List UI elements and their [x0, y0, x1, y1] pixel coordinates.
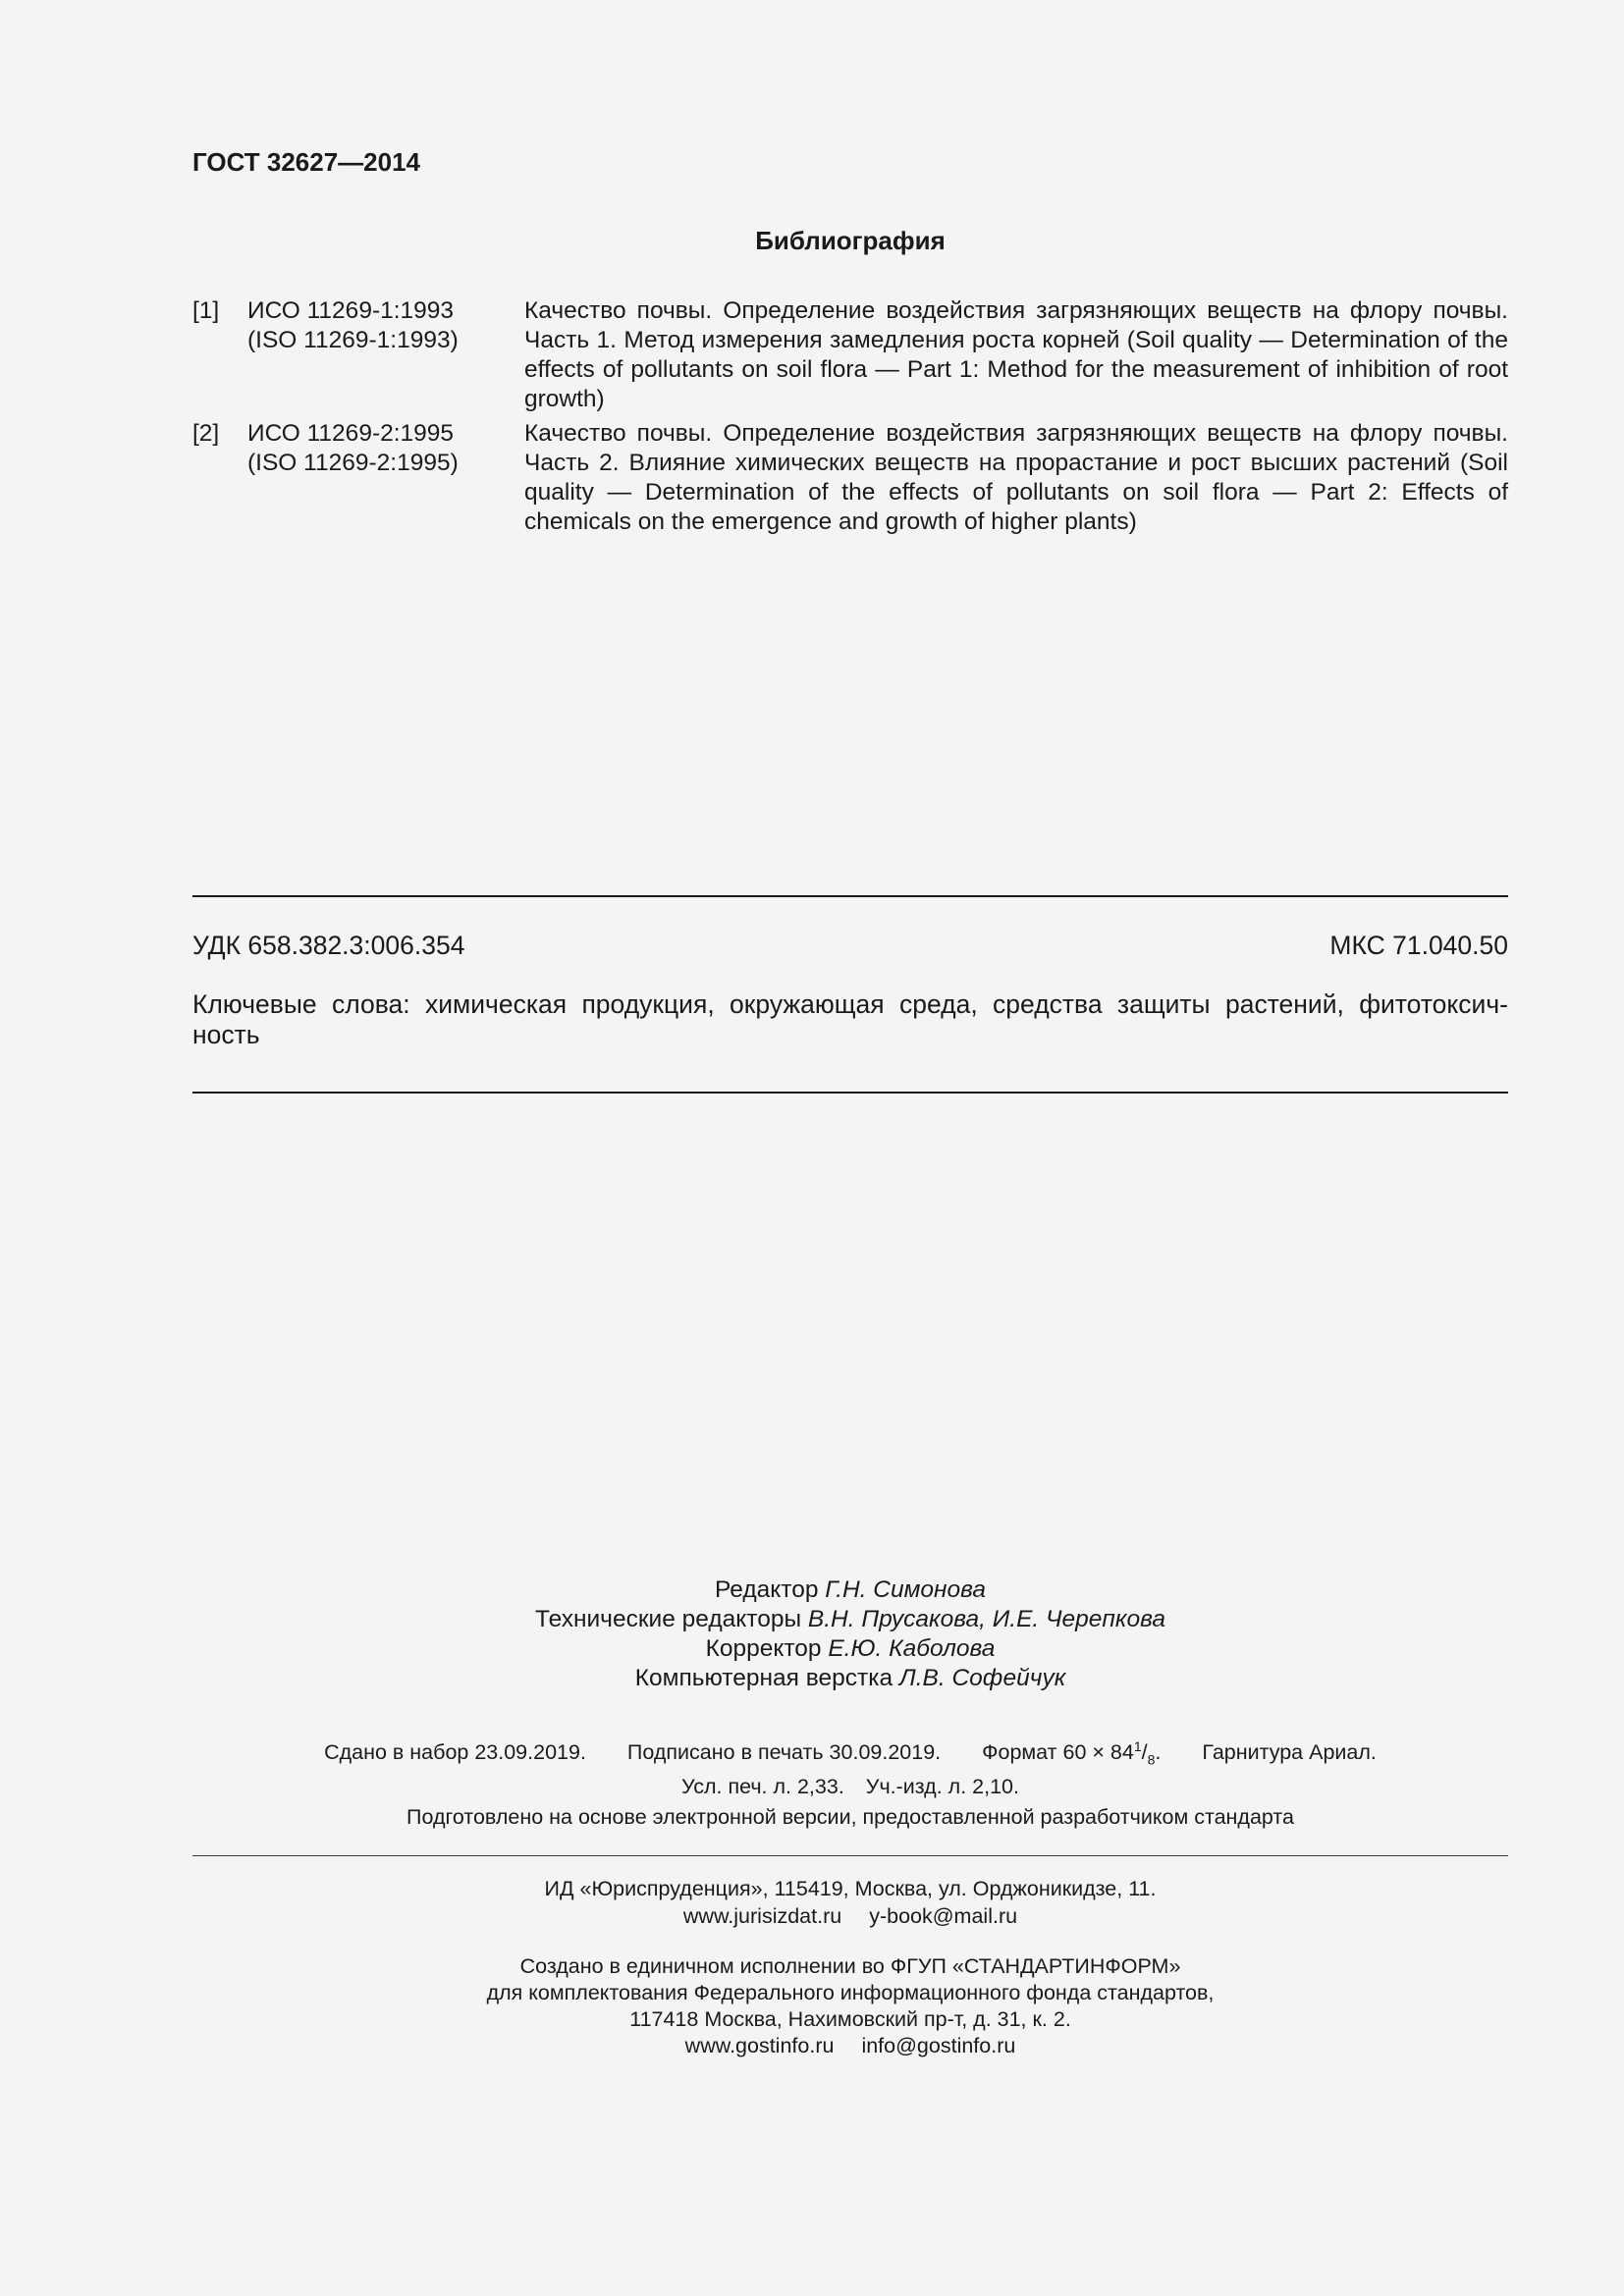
- created-line: Создано в единичном исполнении во ФГУП «СТАНДАРТИНФОРМ»: [519, 1954, 1181, 1978]
- entry-code: [247, 419, 522, 478]
- publisher-contacts: [192, 1902, 1508, 1930]
- credit-name: Г.Н. Симонова: [825, 1576, 986, 1603]
- credit-role: Корректор: [705, 1635, 822, 1662]
- entry-code-ru: ИСО 11269-1:1993: [247, 297, 455, 324]
- created-contacts: [192, 2033, 1508, 2059]
- entry-code-en: (ISO 11269-1:1993): [247, 327, 459, 353]
- credit-role: Редактор: [715, 1576, 819, 1603]
- format-prefix: Формат 60 × 84: [982, 1740, 1134, 1765]
- typeface: Гарнитура Ариал.: [1202, 1740, 1377, 1765]
- paper-format: [982, 1738, 1162, 1768]
- print-sheets: Усл. печ. л. 2,33.: [680, 1775, 844, 1799]
- keywords-line: Ключевые слова: химическая продукция, окружающая среда, средства защиты растений, фитотоксич-: [192, 989, 1508, 1019]
- credit-role: Технические редакторы: [535, 1606, 802, 1632]
- entry-text: Качество почвы. Определение воздействия загрязняющих веществ на флору почвы. Часть 2. Влияние химических веществ на прорастание и рост высших растений (Soil quality — Determination of the effects of pollutants on soil flora — Part 2: Effects of chemicals on the emergence and growth of higher plants): [524, 420, 1508, 535]
- credits-block: [192, 1575, 1508, 1693]
- publisher-email-link[interactable]: y-book@mail.ru: [869, 1904, 1018, 1928]
- keywords: [192, 989, 1508, 1050]
- credit-name: Е.Ю. Каболова: [828, 1635, 996, 1662]
- signed-date: Подписано в печать 30.09.2019.: [626, 1740, 942, 1765]
- entry-number: [1]: [192, 297, 220, 324]
- divider-bottom: [192, 1092, 1508, 1094]
- print-info-line: [192, 1733, 1508, 1773]
- document-code: ГОСТ 32627—2014: [192, 147, 420, 177]
- format-sup: 1: [1133, 1738, 1142, 1754]
- created-line: 117418 Москва, Нахимовский пр-т, д. 31, к. 2.: [629, 2007, 1071, 2031]
- divider-top: [192, 895, 1508, 897]
- entry-code: [247, 296, 522, 355]
- credit-name: В.Н. Прусакова, И.Е. Черепкова: [807, 1606, 1165, 1632]
- created-block: [192, 1953, 1508, 2059]
- udk-code: УДК 658.382.3:006.354: [192, 931, 465, 960]
- entry-code-ru: ИСО 11269-2:1995: [247, 420, 455, 447]
- bibliography-title: Библиография: [755, 226, 946, 255]
- submitted-date: Сдано в набор 23.09.2019.: [324, 1740, 586, 1765]
- print-info-line: [192, 1773, 1508, 1800]
- mks-code: МКС 71.040.50: [1329, 931, 1508, 960]
- credit-name: Л.В. Софейчук: [898, 1665, 1066, 1691]
- bibliography-entry: [192, 296, 1508, 414]
- created-line: для комплектования Федерального информационного фонда стандартов,: [486, 1981, 1215, 2004]
- format-sep: /: [1141, 1740, 1148, 1765]
- credit-layout: [192, 1664, 1508, 1693]
- credit-editor: [192, 1575, 1508, 1605]
- entry-code-en: (ISO 11269-2:1995): [247, 450, 459, 476]
- publisher-address: ИД «Юриспруденция», 115419, Москва, ул. Орджоникидзе, 11.: [544, 1877, 1157, 1900]
- entry-number: [2]: [192, 420, 220, 447]
- publisher-block: [192, 1875, 1508, 1930]
- keywords-line: ность: [192, 1020, 260, 1049]
- gostinfo-website-link[interactable]: www.gostinfo.ru: [684, 2034, 835, 2057]
- gostinfo-email-link[interactable]: info@gostinfo.ru: [861, 2034, 1016, 2057]
- print-info: [192, 1733, 1508, 1800]
- bibliography-entry: [192, 419, 1508, 537]
- entry-text: Качество почвы. Определение воздействия загрязняющих веществ на флору почвы. Часть 1. Метод измерения замедления роста корней (Soil quality — Determination of the effects of pollutants on soil flora — Part 1: Method for the measurement of inhibition of root growth): [524, 297, 1508, 412]
- publisher-website-link[interactable]: www.jurisizdat.ru: [682, 1904, 842, 1928]
- format-suffix: .: [1155, 1740, 1162, 1765]
- credit-tech-editors: [192, 1605, 1508, 1634]
- credit-role: Компьютерная верстка: [634, 1665, 893, 1691]
- divider-footer: [192, 1855, 1508, 1856]
- format-sub: 8: [1147, 1751, 1156, 1768]
- pub-sheets: Уч.-изд. л. 2,10.: [865, 1775, 1019, 1799]
- credit-corrector: [192, 1634, 1508, 1664]
- prepared-note: Подготовлено на основе электронной версии, предоставленной разработчиком стандарта: [406, 1805, 1294, 1829]
